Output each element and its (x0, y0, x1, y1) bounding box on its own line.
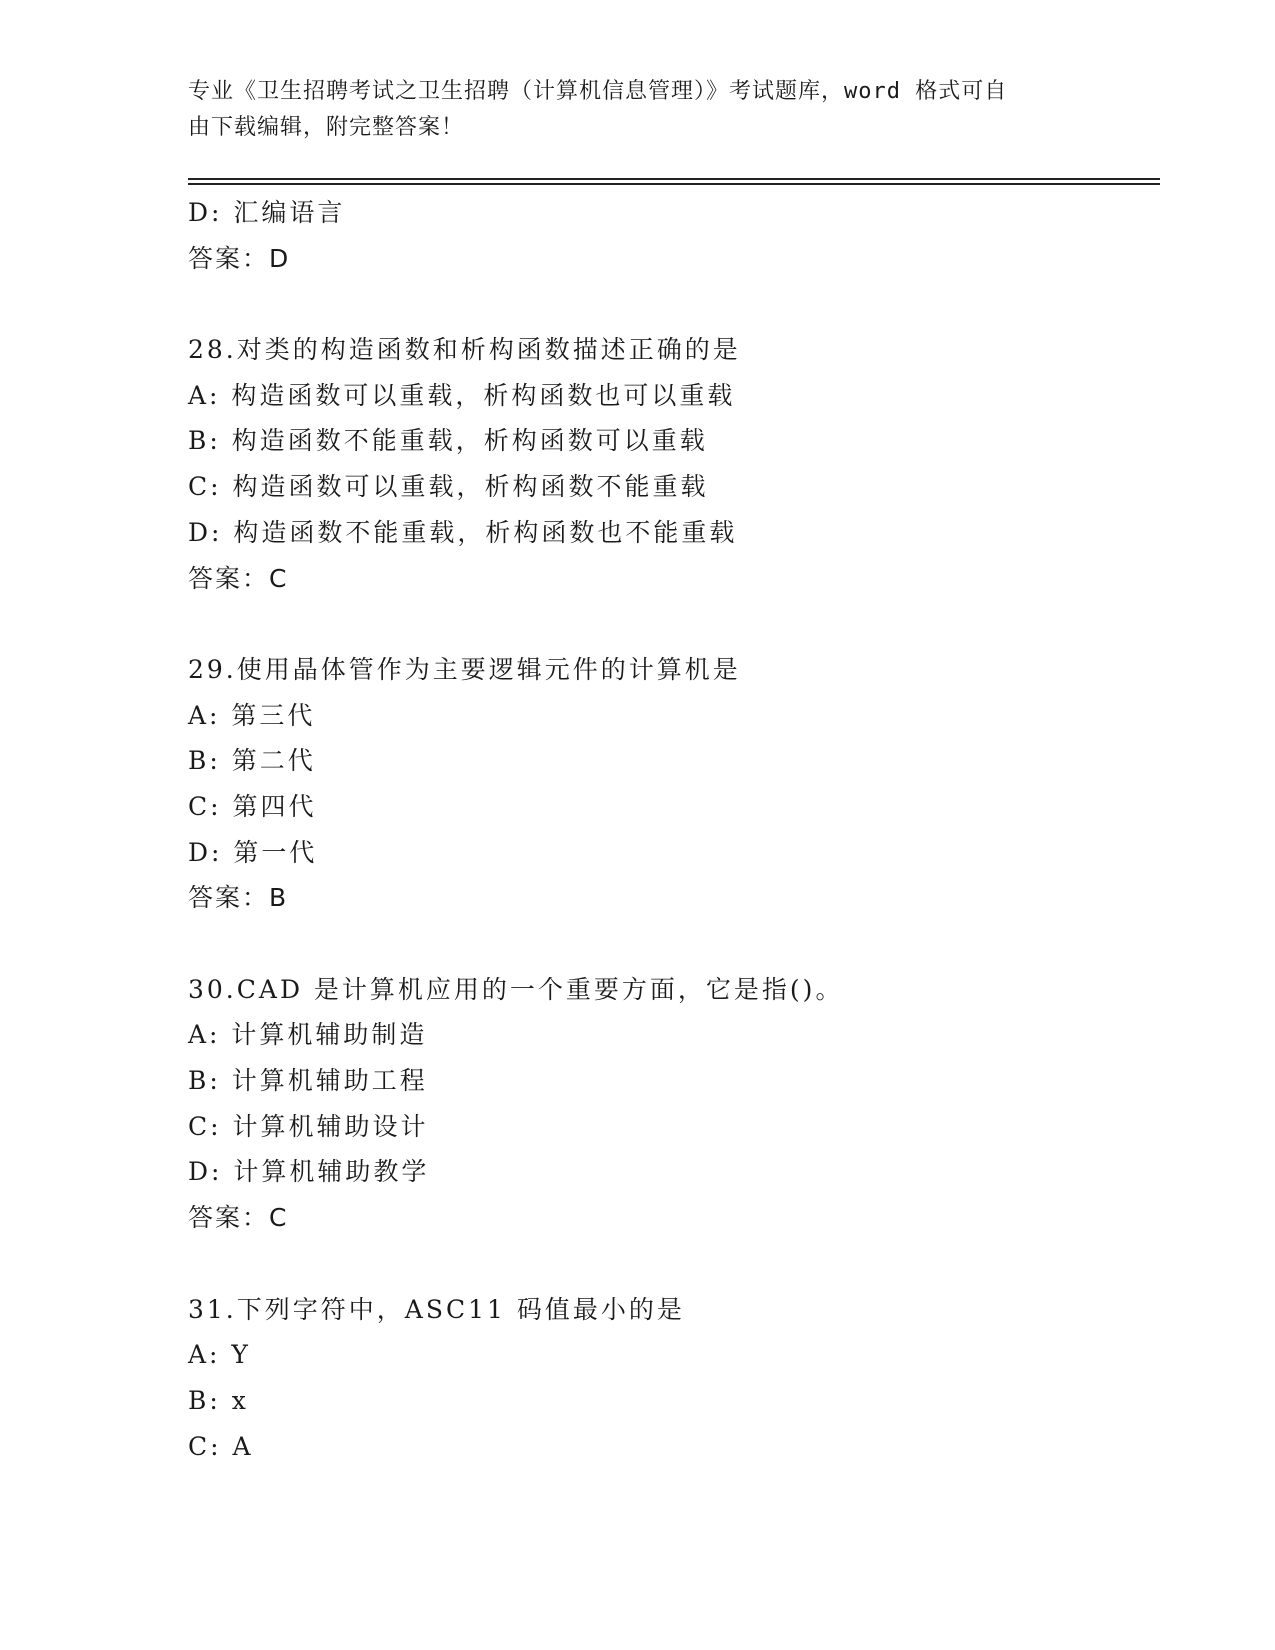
question-spacer (188, 281, 1168, 327)
option-c: C: 第四代 (188, 791, 317, 821)
question-30 (188, 967, 1168, 1241)
option-b: B: 构造函数不能重载，析构函数可以重载 (188, 426, 708, 456)
question-31 (188, 1287, 1168, 1470)
option-b: B: 第二代 (188, 746, 316, 776)
previous-question-tail (188, 190, 1168, 281)
answer-line: 答案：C (188, 1203, 289, 1233)
question-stem: 31.下列字符中，ASC11 码值最小的是 (188, 1294, 685, 1324)
option-b: B: x (188, 1385, 249, 1415)
option-d: D: 第一代 (188, 837, 318, 867)
option-d: D: 构造函数不能重载，析构函数也不能重载 (188, 517, 738, 547)
question-spacer (188, 601, 1168, 647)
header-divider-top (188, 178, 1160, 180)
header-divider-bottom (188, 183, 1160, 185)
option-d: D: 汇编语言 (188, 198, 346, 227)
option-a: A: 第三代 (188, 700, 316, 730)
option-c: C: 计算机辅助设计 (188, 1111, 429, 1141)
question-28 (188, 327, 1168, 601)
header-text-line-1: 专业《卫生招聘考试之卫生招聘（计算机信息管理）》考试题库，word 格式可自 (188, 79, 1008, 104)
option-a: A: 计算机辅助制造 (188, 1020, 428, 1050)
question-stem: 28.对类的构造函数和析构函数描述正确的是 (188, 335, 741, 365)
option-a: A: 构造函数可以重载，析构函数也可以重载 (188, 380, 736, 410)
question-list (188, 190, 1168, 1469)
question-spacer (188, 1241, 1168, 1287)
answer-line: 答案：B (188, 883, 289, 913)
header-text-line-2: 由下载编辑，附完整答案！ (188, 115, 465, 140)
question-29 (188, 647, 1168, 921)
option-c: C: A (188, 1431, 254, 1461)
question-stem: 29.使用晶体管作为主要逻辑元件的计算机是 (188, 654, 741, 684)
question-spacer (188, 921, 1168, 967)
question-stem: 30.CAD 是计算机应用的一个重要方面，它是指()。 (188, 974, 844, 1004)
option-c: C: 构造函数可以重载，析构函数不能重载 (188, 472, 709, 502)
option-a: A: Y (188, 1340, 251, 1370)
answer-line: 答案：D (188, 243, 291, 273)
answer-line: 答案：C (188, 563, 289, 593)
option-d: D: 计算机辅助教学 (188, 1157, 430, 1187)
document-header (188, 74, 1088, 146)
option-b: B: 计算机辅助工程 (188, 1066, 428, 1096)
